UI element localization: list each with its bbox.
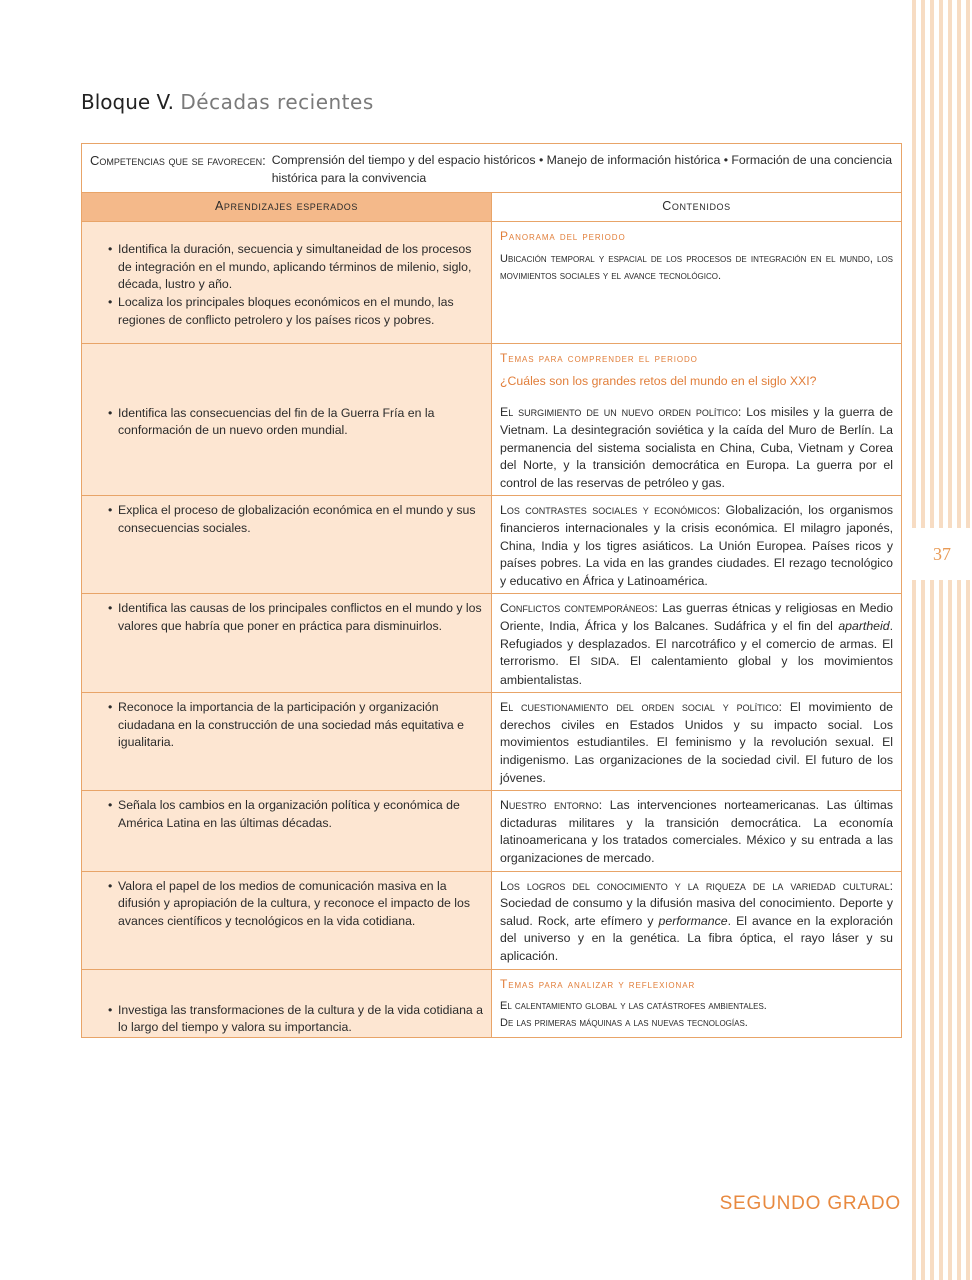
content-italic: performance	[658, 913, 728, 928]
content-label: Nuestro entorno:	[500, 798, 603, 813]
table-row	[82, 871, 902, 969]
content-text: Ubicación temporal y espacial de los procesos de integración en el mundo, los movimientos sociales y el avance tecnológico.	[500, 252, 894, 282]
table-row	[82, 344, 902, 496]
content-label: Los logros del conocimiento y la riqueza de la variedad cultural:	[500, 878, 894, 893]
block-label: Bloque V.	[81, 90, 175, 114]
content-body: . El calentamiento global y los movimientos ambientalistas.	[500, 654, 894, 687]
section-heading: Panorama del periodo	[500, 229, 626, 244]
content-text	[500, 878, 893, 966]
aprendizajes-list	[108, 502, 483, 537]
aprendizajes-list	[108, 797, 483, 832]
table-row	[82, 594, 902, 693]
list-item: • Explica el proceso de globalización económica en el mundo y sus consecuencias sociales.	[108, 502, 483, 537]
aprendizajes-list	[108, 1002, 483, 1037]
content-text	[500, 404, 893, 492]
aprendizajes-list	[108, 699, 483, 752]
aprendizajes-list	[108, 241, 483, 329]
footer-grade: SEGUNDO GRADO	[719, 1193, 901, 1214]
content-text	[500, 600, 893, 689]
decorative-stripes	[912, 0, 972, 1280]
list-item: • Señala los cambios en la organización política y económica de América Latina en las últimas décadas.	[108, 797, 483, 832]
content-body: El movimiento de derechos civiles en Estados Unidos y su impacto social. Los movimientos estudiantiles. El feminismo y la revolución sexual. El indigenismo. Las organizaciones de la sociedad civil. El futuro de los jóvenes.	[500, 700, 894, 785]
content-label: Los contrastes sociales y económicos:	[500, 503, 721, 518]
list-item: • Identifica la duración, secuencia y simultaneidad de los procesos de integración en el mundo, aplicando términos de milenio, siglo, década, lustro y año.	[108, 241, 483, 294]
competencias-row	[82, 144, 902, 193]
content-text	[500, 699, 893, 787]
section-heading: Temas para comprender el periodo	[500, 351, 698, 366]
content-label: Conflictos contemporáneos:	[500, 601, 658, 616]
table-row	[82, 222, 902, 344]
block-subtitle: Décadas recientes	[180, 90, 374, 114]
content-body: Los misiles y la guerra de Vietnam. La desintegración soviética y la caída del Muro de Berlín. La permanencia del sistema socialista en China, Cuba, Vietnam y Corea del Norte, y la transición democrática en Europa. La guerra por el control de las reservas de petróleo y gas.	[500, 405, 894, 490]
header-contenidos: Contenidos	[492, 193, 902, 222]
table-row	[82, 496, 902, 594]
content-italic: apartheid	[838, 618, 890, 633]
list-item: • Valora el papel de los medios de comunicación masiva en la difusión y apropiación de la cultura, y reconoce el impacto de los avances científicos y tecnológicos en la vida cotidiana.	[108, 878, 483, 931]
competencias-text: Comprensión del tiempo y del espacio históricos • Manejo de información histórica • Formación de una conciencia histórica para la convivencia	[271, 153, 893, 185]
competencias-label: Competencias que se favorecen:	[90, 153, 266, 168]
list-item: • Reconoce la importancia de la participación y organización ciudadana en la construcción de una sociedad más equitativa e igualitaria.	[108, 699, 483, 752]
guiding-question: ¿Cuáles son los grandes retos del mundo en el siglo XXI?	[500, 373, 817, 388]
curriculum-table	[81, 143, 902, 1038]
list-item: • Identifica las consecuencias del fin de la Guerra Fría en la conformación de un nuevo orden mundial.	[108, 405, 483, 440]
section-heading: Temas para analizar y reflexionar	[500, 976, 696, 991]
table-row	[82, 791, 902, 871]
content-label: El surgimiento de un nuevo orden político:	[500, 405, 742, 420]
list-item: • Identifica las causas de los principales conflictos en el mundo y los valores que habría que poner en práctica para disminuirlos.	[108, 600, 483, 635]
block-title	[81, 90, 374, 114]
column-header-row	[82, 193, 902, 222]
content-body: Las intervenciones norteamericanas. Las últimas dictaduras militares y la transición democrática. La economía latinoamericana y los tratados comerciales. México y su entrada a las organizaciones de mercado.	[500, 798, 894, 866]
aprendizajes-list	[108, 878, 483, 931]
content-body: . El avance en la exploración del universo y en la genética. La fibra óptica, el rayo láser y su aplicación.	[500, 913, 894, 963]
content-text	[500, 502, 893, 590]
content-body: Las guerras étnicas y religiosas en Medio Oriente, India, África y los Balcanes. Sudáfrica y el fin del	[500, 601, 894, 633]
header-aprendizajes: Aprendizajes esperados	[82, 193, 492, 222]
content-text	[500, 797, 893, 867]
content-body: Sociedad de consumo y la difusión masiva del conocimiento. Deporte y salud. Rock, arte efímero y	[500, 896, 894, 928]
page-number: 37	[933, 543, 951, 564]
table-row	[82, 693, 902, 791]
table-row	[82, 969, 902, 1037]
content-body: . Refugiados y desplazados. El narcotráfico y el comercio de armas. El terrorismo. El	[500, 618, 894, 669]
list-item: • Localiza los principales bloques económicos en el mundo, las regiones de conflicto petrolero y los países ricos y pobres.	[108, 294, 483, 329]
content-text: El calentamiento global y las catástrofes ambientales.	[500, 1000, 767, 1013]
list-item: • Investiga las transformaciones de la cultura y de la vida cotidiana a lo largo del tiempo y valora su importancia.	[108, 1002, 483, 1037]
content-abbr: SIDA	[590, 656, 617, 669]
content-label: El cuestionamiento del orden social y político:	[500, 700, 783, 715]
content-body: Globalización, los organismos financieros internacionales y la crisis económica. El milagro japonés, China, India y los tigres asiáticos. La Unión Europea. Países ricos y países pobres. La vida en las grandes ciudades. El rezago tecnológico y educativo en África y Latinoamérica.	[500, 503, 894, 588]
content-text: De las primeras máquinas a las nuevas tecnologías.	[500, 1017, 748, 1030]
page-number-box	[912, 528, 972, 580]
aprendizajes-list	[108, 405, 483, 440]
aprendizajes-list	[108, 600, 483, 635]
